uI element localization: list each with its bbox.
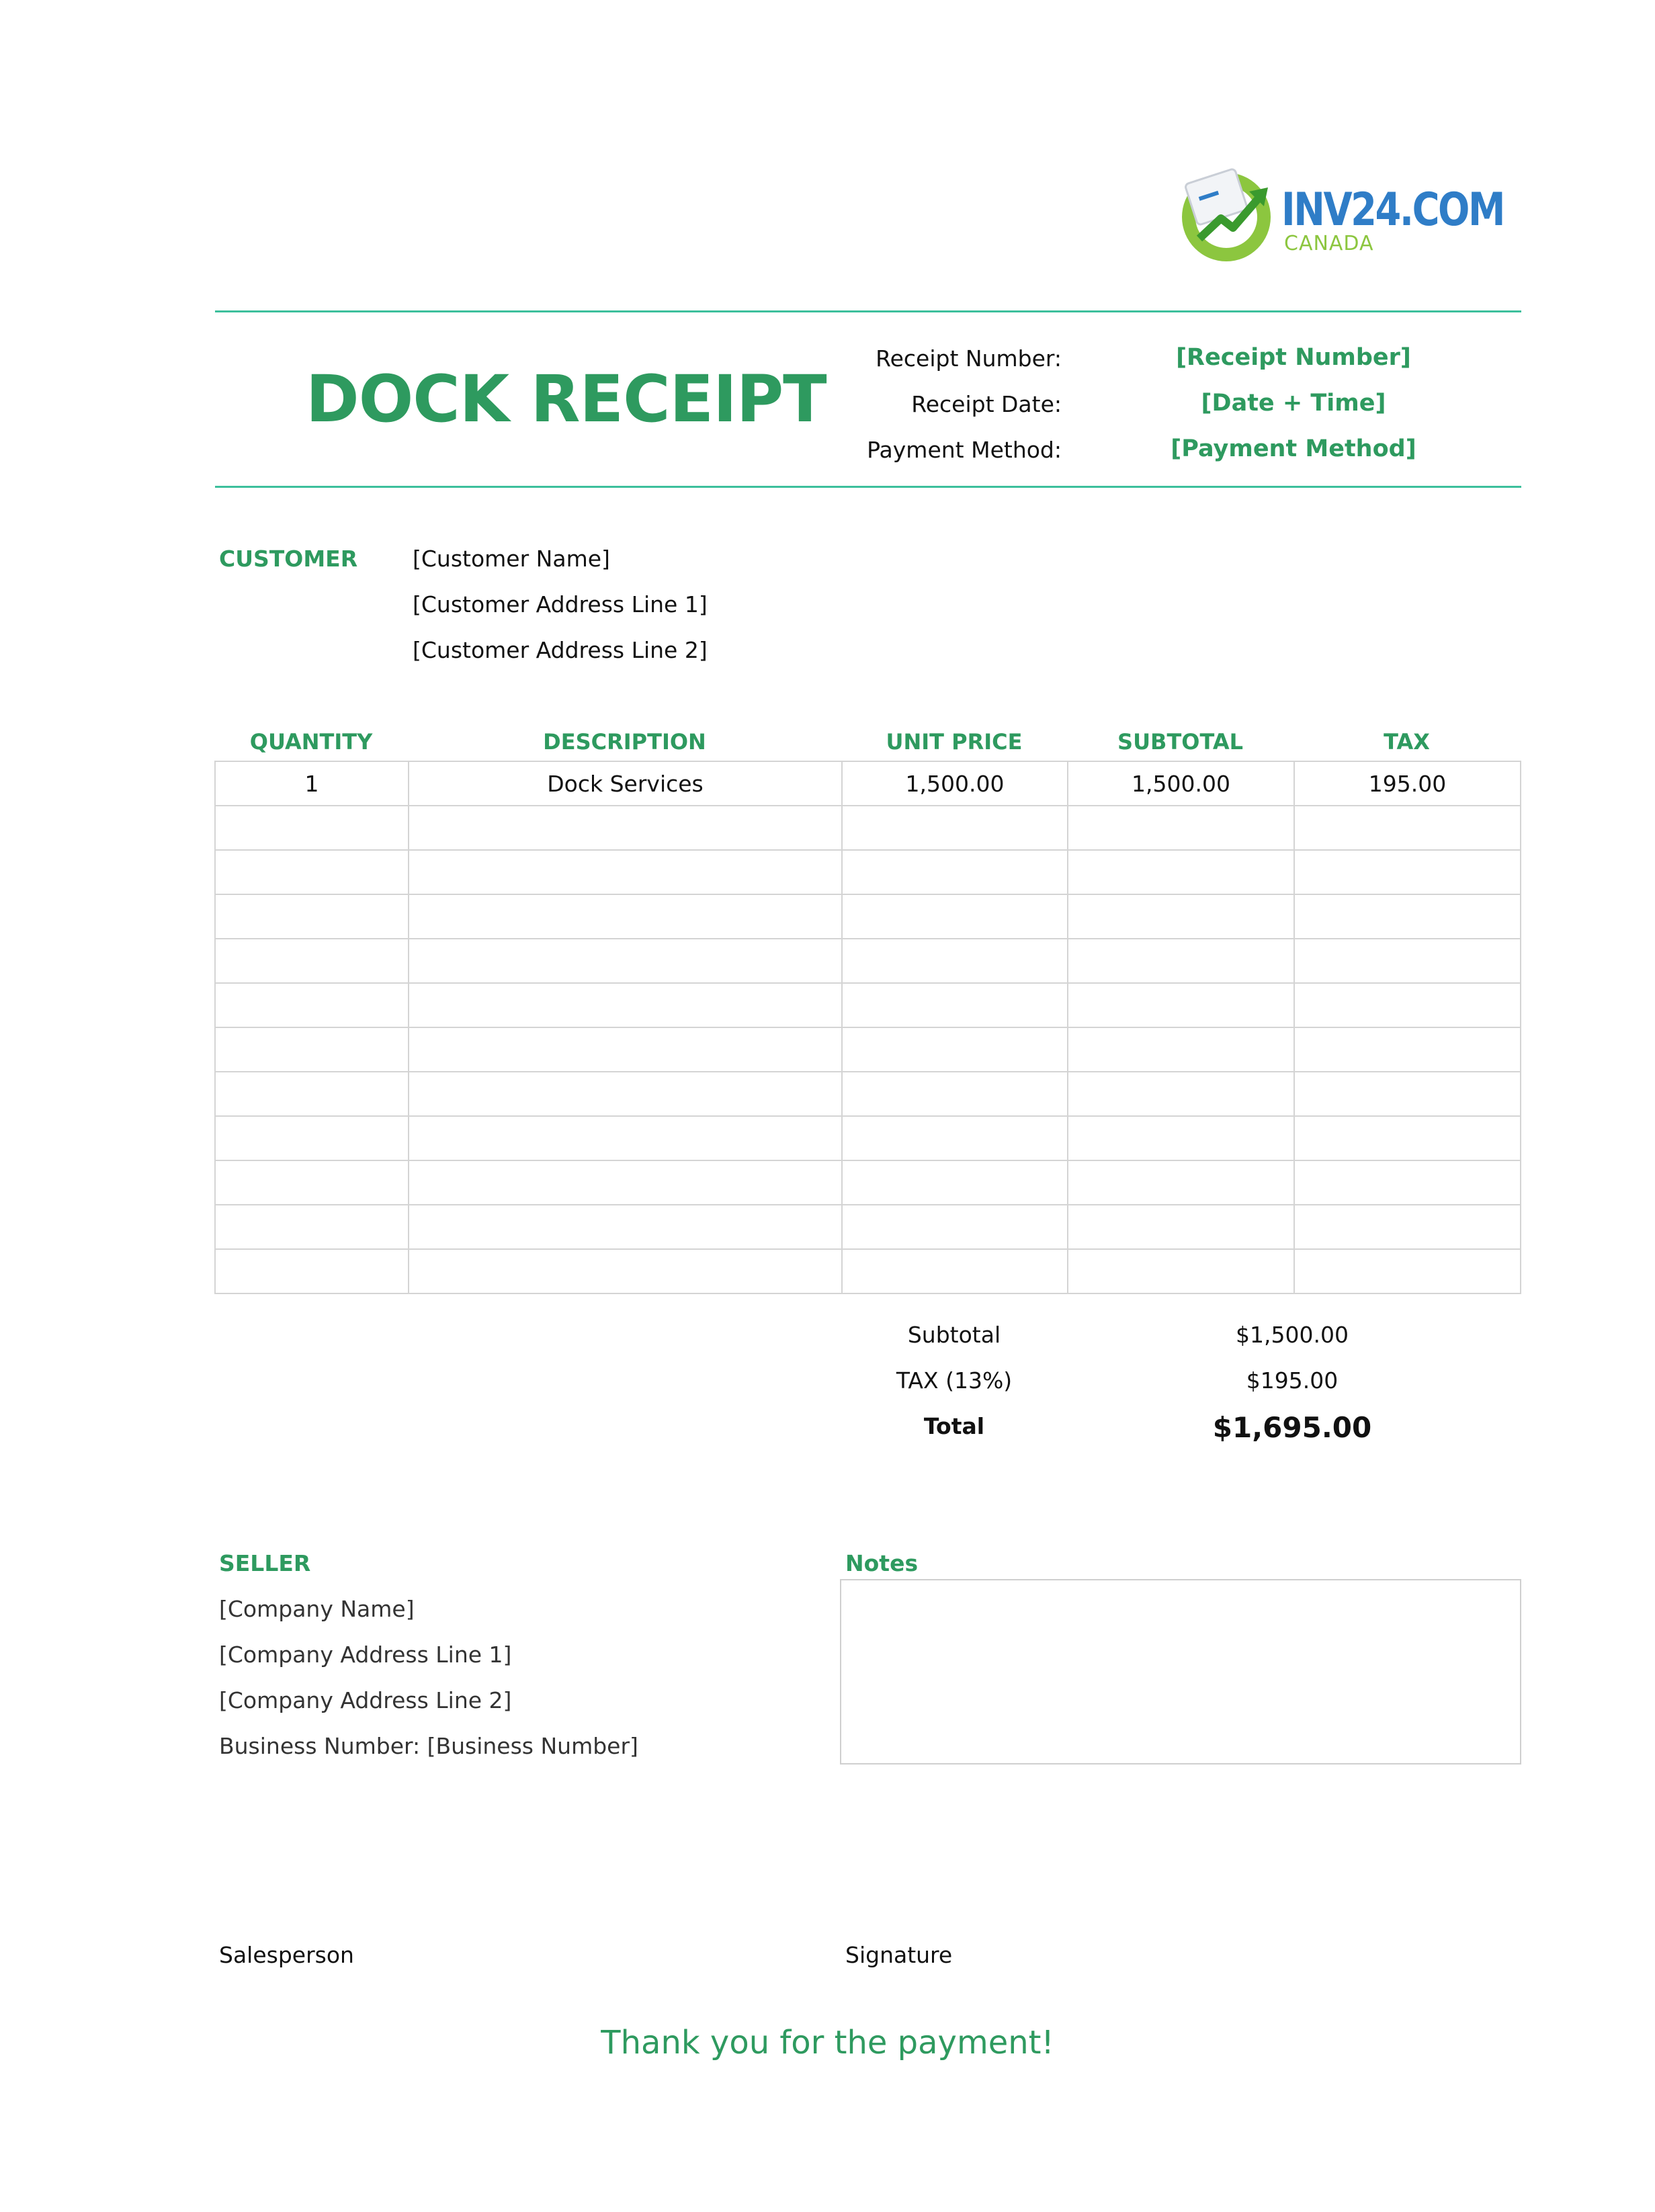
customer-address-line-1: [Customer Address Line 1]: [413, 591, 708, 618]
cell-unit-price: [842, 1205, 1068, 1249]
cell-quantity: [215, 1205, 409, 1249]
cell-quantity: [215, 1160, 409, 1205]
logo-icon: [1179, 165, 1280, 265]
table-row: [215, 761, 1521, 806]
table-row: [215, 894, 1521, 939]
cell-description: Dock Services: [409, 761, 842, 806]
cell-quantity: [215, 1116, 409, 1160]
cell-subtotal: [1068, 1027, 1294, 1072]
cell-subtotal: [1068, 1160, 1294, 1205]
cell-description: [409, 894, 842, 939]
cell-quantity: [215, 850, 409, 894]
cell-unit-price: [842, 1072, 1068, 1116]
cell-subtotal: [1068, 806, 1294, 850]
cell-subtotal: [1068, 983, 1294, 1027]
cell-tax: [1294, 1205, 1521, 1249]
table-row: [215, 939, 1521, 983]
cell-tax: [1294, 806, 1521, 850]
company-logo: [1179, 165, 1504, 265]
payment-method-label: Payment Method:: [867, 437, 1062, 463]
document-title: DOCK RECEIPT: [306, 361, 826, 437]
table-row: [215, 1249, 1521, 1293]
logo-subtext: CANADA: [1284, 232, 1374, 255]
cell-quantity: 1: [215, 761, 409, 806]
cell-description: [409, 806, 842, 850]
notes-label: Notes: [845, 1550, 919, 1576]
receipt-date-label: Receipt Date:: [911, 391, 1062, 417]
cell-tax: 195.00: [1294, 761, 1521, 806]
header-quantity: QUANTITY: [249, 729, 373, 755]
header-top-rule: [215, 310, 1521, 312]
notes-text: [841, 1580, 1520, 1602]
customer-name: [Customer Name]: [413, 546, 610, 572]
cell-tax: [1294, 1160, 1521, 1205]
cell-unit-price: [842, 983, 1068, 1027]
payment-method-value: [Payment Method]: [1171, 435, 1416, 462]
cell-description: [409, 1027, 842, 1072]
cell-quantity: [215, 894, 409, 939]
cell-description: [409, 939, 842, 983]
cell-quantity: [215, 983, 409, 1027]
cell-tax: [1294, 983, 1521, 1027]
seller-address-line-2: [Company Address Line 2]: [219, 1687, 512, 1713]
cell-unit-price: [842, 806, 1068, 850]
cell-description: [409, 850, 842, 894]
total-value: $1,695.00: [1212, 1411, 1372, 1444]
cell-tax: [1294, 894, 1521, 939]
cell-tax: [1294, 1249, 1521, 1293]
cell-subtotal: [1068, 1205, 1294, 1249]
header-subtotal: SUBTOTAL: [1117, 729, 1243, 755]
receipt-number-label: Receipt Number:: [876, 345, 1062, 372]
customer-address-line-2: [Customer Address Line 2]: [413, 637, 708, 663]
cell-tax: [1294, 850, 1521, 894]
cell-description: [409, 1249, 842, 1293]
table-row: [215, 1205, 1521, 1249]
salesperson-label: Salesperson: [219, 1942, 354, 1968]
cell-unit-price: [842, 1027, 1068, 1072]
cell-subtotal: [1068, 939, 1294, 983]
cell-unit-price: [842, 894, 1068, 939]
line-items-table: [214, 761, 1521, 1294]
signature-label: Signature: [845, 1942, 953, 1968]
header-description: DESCRIPTION: [543, 729, 706, 755]
cell-unit-price: [842, 850, 1068, 894]
table-row: [215, 1116, 1521, 1160]
cell-description: [409, 1205, 842, 1249]
cell-quantity: [215, 939, 409, 983]
seller-address-line-1: [Company Address Line 1]: [219, 1642, 512, 1668]
seller-business-number: Business Number: [Business Number]: [219, 1733, 638, 1759]
cell-subtotal: [1068, 1249, 1294, 1293]
table-row: [215, 983, 1521, 1027]
cell-subtotal: 1,500.00: [1068, 761, 1294, 806]
receipt-date-value: [Date + Time]: [1201, 390, 1386, 417]
cell-unit-price: [842, 939, 1068, 983]
cell-tax: [1294, 939, 1521, 983]
seller-label: SELLER: [219, 1550, 311, 1576]
table-row: [215, 850, 1521, 894]
logo-brand-text: INV24.COM: [1281, 183, 1504, 237]
notes-box[interactable]: [840, 1579, 1521, 1764]
cell-unit-price: 1,500.00: [842, 761, 1068, 806]
header-bottom-rule: [215, 486, 1521, 488]
cell-tax: [1294, 1072, 1521, 1116]
cell-tax: [1294, 1027, 1521, 1072]
cell-description: [409, 1072, 842, 1116]
cell-subtotal: [1068, 894, 1294, 939]
tax-value: $195.00: [1246, 1367, 1339, 1394]
seller-company-name: [Company Name]: [219, 1596, 415, 1622]
cell-unit-price: [842, 1249, 1068, 1293]
table-row: [215, 806, 1521, 850]
subtotal-value: $1,500.00: [1236, 1322, 1349, 1348]
table-row: [215, 1160, 1521, 1205]
cell-quantity: [215, 1027, 409, 1072]
header-unit-price: UNIT PRICE: [886, 729, 1023, 755]
customer-label: CUSTOMER: [219, 546, 358, 572]
cell-description: [409, 1116, 842, 1160]
receipt-number-value: [Receipt Number]: [1176, 344, 1411, 371]
cell-description: [409, 1160, 842, 1205]
cell-quantity: [215, 1249, 409, 1293]
cell-subtotal: [1068, 1072, 1294, 1116]
table-row: [215, 1072, 1521, 1116]
cell-quantity: [215, 806, 409, 850]
cell-subtotal: [1068, 1116, 1294, 1160]
cell-unit-price: [842, 1116, 1068, 1160]
thank-you-message: Thank you for the payment!: [601, 2024, 1054, 2061]
subtotal-label: Subtotal: [907, 1322, 1001, 1348]
cell-subtotal: [1068, 850, 1294, 894]
tax-label: TAX (13%): [896, 1367, 1013, 1394]
cell-quantity: [215, 1072, 409, 1116]
cell-unit-price: [842, 1160, 1068, 1205]
cell-tax: [1294, 1116, 1521, 1160]
total-label: Total: [923, 1413, 985, 1439]
cell-description: [409, 983, 842, 1027]
table-row: [215, 1027, 1521, 1072]
header-tax: TAX: [1384, 729, 1430, 755]
